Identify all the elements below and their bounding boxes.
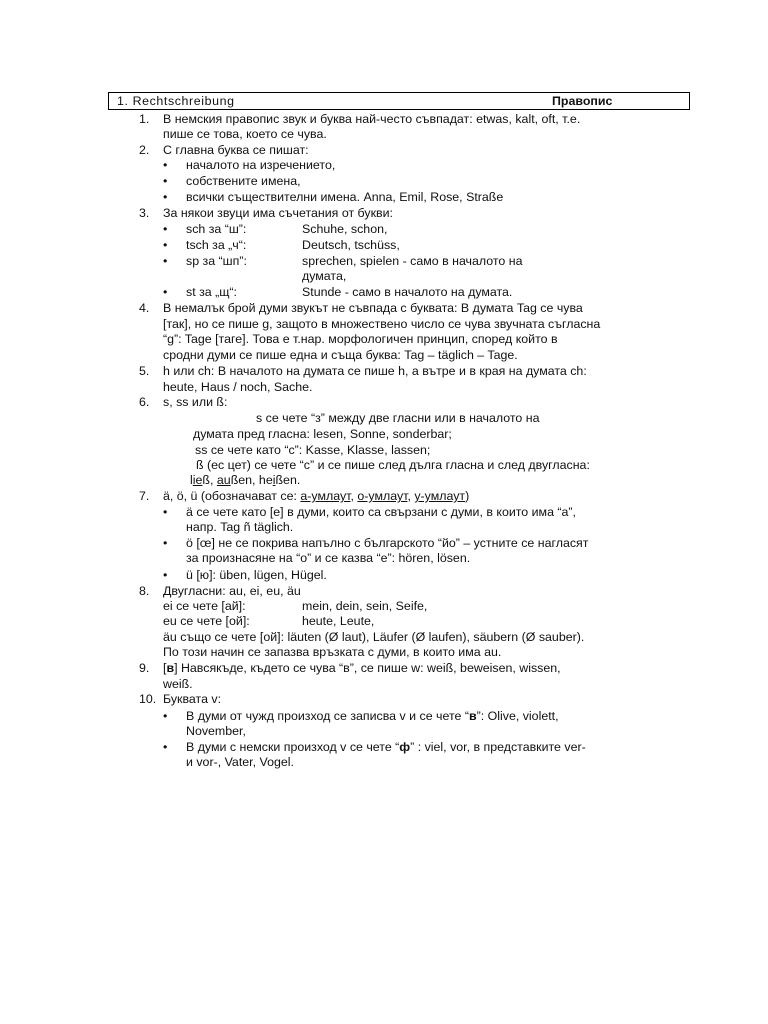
item-3-row-2-label: tsch за „ч“: xyxy=(186,238,247,252)
item-2-number: 2. xyxy=(139,143,150,157)
item-3-row-3-label: sp за “шп”: xyxy=(186,254,247,268)
item-10-bullet-1-line-2: November, xyxy=(186,724,246,738)
bullet-icon: • xyxy=(163,536,168,550)
item-7-number: 7. xyxy=(139,489,150,503)
bullet-icon: • xyxy=(163,740,168,754)
bullet-icon: • xyxy=(163,174,168,188)
item-4-line-4: сродни думи се пише една и съща буква: Tag – täglich – Tage. xyxy=(163,348,518,362)
item-8-row-2-label: eu се чете [ой]: xyxy=(163,614,250,628)
section-header xyxy=(108,92,690,110)
item-10-bullet-2-line-2: и vor-, Vater, Vogel. xyxy=(186,755,294,769)
item-7-bullet-1-line-2: напр. Tag ñ täglich. xyxy=(186,520,294,534)
item-8-row-1-value: mein, dein, sein, Seife, xyxy=(302,599,428,613)
item-6-line-6: ließ, außen, heißen. xyxy=(190,473,301,487)
item-2-bullet-2: собствените имена, xyxy=(186,174,301,188)
item-3-line-1: За някои звуци има съчетания от букви: xyxy=(163,206,393,220)
item-1-number: 1. xyxy=(139,112,150,126)
item-1-line-1: В немския правопис звук и буква най-често съвпадат: etwas, kalt, oft, т.е. xyxy=(163,112,581,126)
item-10-bullet-1-line-1: В думи от чужд произход се записва v и се чете “в”: Olive, violett, xyxy=(186,709,559,723)
item-8-row-2-value: heute, Leute, xyxy=(302,614,375,628)
item-3-row-4-value: Stunde - само в началото на думата. xyxy=(302,285,513,299)
item-5-line-1: h или ch: В началото на думата се пише h, а вътре и в края на думата ch: xyxy=(163,364,587,378)
item-3-row-2-value: Deutsch, tschüss, xyxy=(302,238,400,252)
item-3-row-1-value: Schuhe, schon, xyxy=(302,222,388,236)
bullet-icon: • xyxy=(163,709,168,723)
item-3-row-3-value: sprechen, spielen - само в началото на xyxy=(302,254,523,268)
item-7-bullet-3: ü [ю]: üben, lügen, Hügel. xyxy=(186,568,327,582)
item-6-line-4: ss се чете като “с”: Kasse, Klasse, lassen; xyxy=(195,443,431,457)
item-10-bullet-2-line-1: В думи с немски произход v се чете “ф” : viel, vor, в представките ver- xyxy=(186,740,586,754)
item-7-bullet-1-line-1: ä се чете като [е] в думи, които са свързани с думи, в които има “а”, xyxy=(186,505,576,519)
bullet-icon: • xyxy=(163,158,168,172)
item-5-number: 5. xyxy=(139,364,150,378)
item-7-line-1: ä, ö, ü (обозначават се: а-умлаут, о-умлаут, у-умлаут) xyxy=(163,489,470,503)
item-9-line-1: [в] Навсякъде, където се чува “в”, се пише w: weiß, beweisen, wissen, xyxy=(163,661,561,675)
item-8-row-1-label: ei се чете [ай]: xyxy=(163,599,246,613)
item-4-line-2: [так], но се пише g, защото в множествено число се чува звучната съгласна xyxy=(163,317,601,331)
item-3-row-1-label: sch за “ш”: xyxy=(186,222,247,236)
item-6-line-2: s се чете “з” между две гласни или в началото на xyxy=(256,411,540,425)
item-7-bullet-2-line-1: ö [œ] не се покрива напълно с българското “йо” – устните се нагласят xyxy=(186,536,589,550)
item-8-number: 8. xyxy=(139,584,150,598)
item-8-line-1: Двугласни: au, ei, eu, äu xyxy=(163,584,301,598)
item-6-line-5: ß (ес цет) се чете “с” и се пише след дълга гласна и след двугласна: xyxy=(196,458,590,472)
item-9-line-2: weiß. xyxy=(163,677,193,691)
item-10-line-1: Буквата v: xyxy=(163,692,222,706)
item-6-number: 6. xyxy=(139,395,150,409)
item-9-number: 9. xyxy=(139,661,150,675)
item-4-line-3: “g”: Tage [таге]. Това е т.нар. морфологичен принцип, според който в xyxy=(163,332,558,346)
section-title-german: 1. Rechtschreibung xyxy=(117,94,235,108)
bullet-icon: • xyxy=(163,222,168,236)
item-7-bullet-2-line-2: за произнасяне на “о” и се казва “е”: hören, lösen. xyxy=(186,551,471,565)
item-4-number: 4. xyxy=(139,301,150,315)
item-3-row-3-continued: думата, xyxy=(302,269,347,283)
item-8-line-4: äu също се чете [ой]: läuten (Ø laut), Läufer (Ø laufen), säubern (Ø sauber). xyxy=(163,630,585,644)
item-2-bullet-1: началото на изречението, xyxy=(186,158,336,172)
item-1-line-2: пише се това, което се чува. xyxy=(163,127,327,141)
item-10-number: 10. xyxy=(139,692,157,706)
item-6-line-3: думата пред гласна: lesen, Sonne, sonderbar; xyxy=(193,427,452,441)
section-title-bulgarian: Правопис xyxy=(552,94,613,108)
item-3-row-4-label: st за „щ“: xyxy=(186,285,237,299)
item-2-line-1: С главна буква се пишат: xyxy=(163,143,309,157)
bullet-icon: • xyxy=(163,254,168,268)
item-5-line-2: heute, Haus / noch, Sache. xyxy=(163,380,313,394)
bullet-icon: • xyxy=(163,190,168,204)
item-2-bullet-3: всички съществителни имена. Anna, Emil, Rose, Straße xyxy=(186,190,504,204)
item-8-line-5: По този начин се запазва връзката с думи, в които има au. xyxy=(163,645,502,659)
bullet-icon: • xyxy=(163,568,168,582)
item-3-number: 3. xyxy=(139,206,150,220)
item-4-line-1: В немалък брой думи звукът не съвпада с буквата: В думата Tag се чува xyxy=(163,301,583,315)
bullet-icon: • xyxy=(163,285,168,299)
item-6-line-1: s, ss или ß: xyxy=(163,395,228,409)
bullet-icon: • xyxy=(163,238,168,252)
bullet-icon: • xyxy=(163,505,168,519)
